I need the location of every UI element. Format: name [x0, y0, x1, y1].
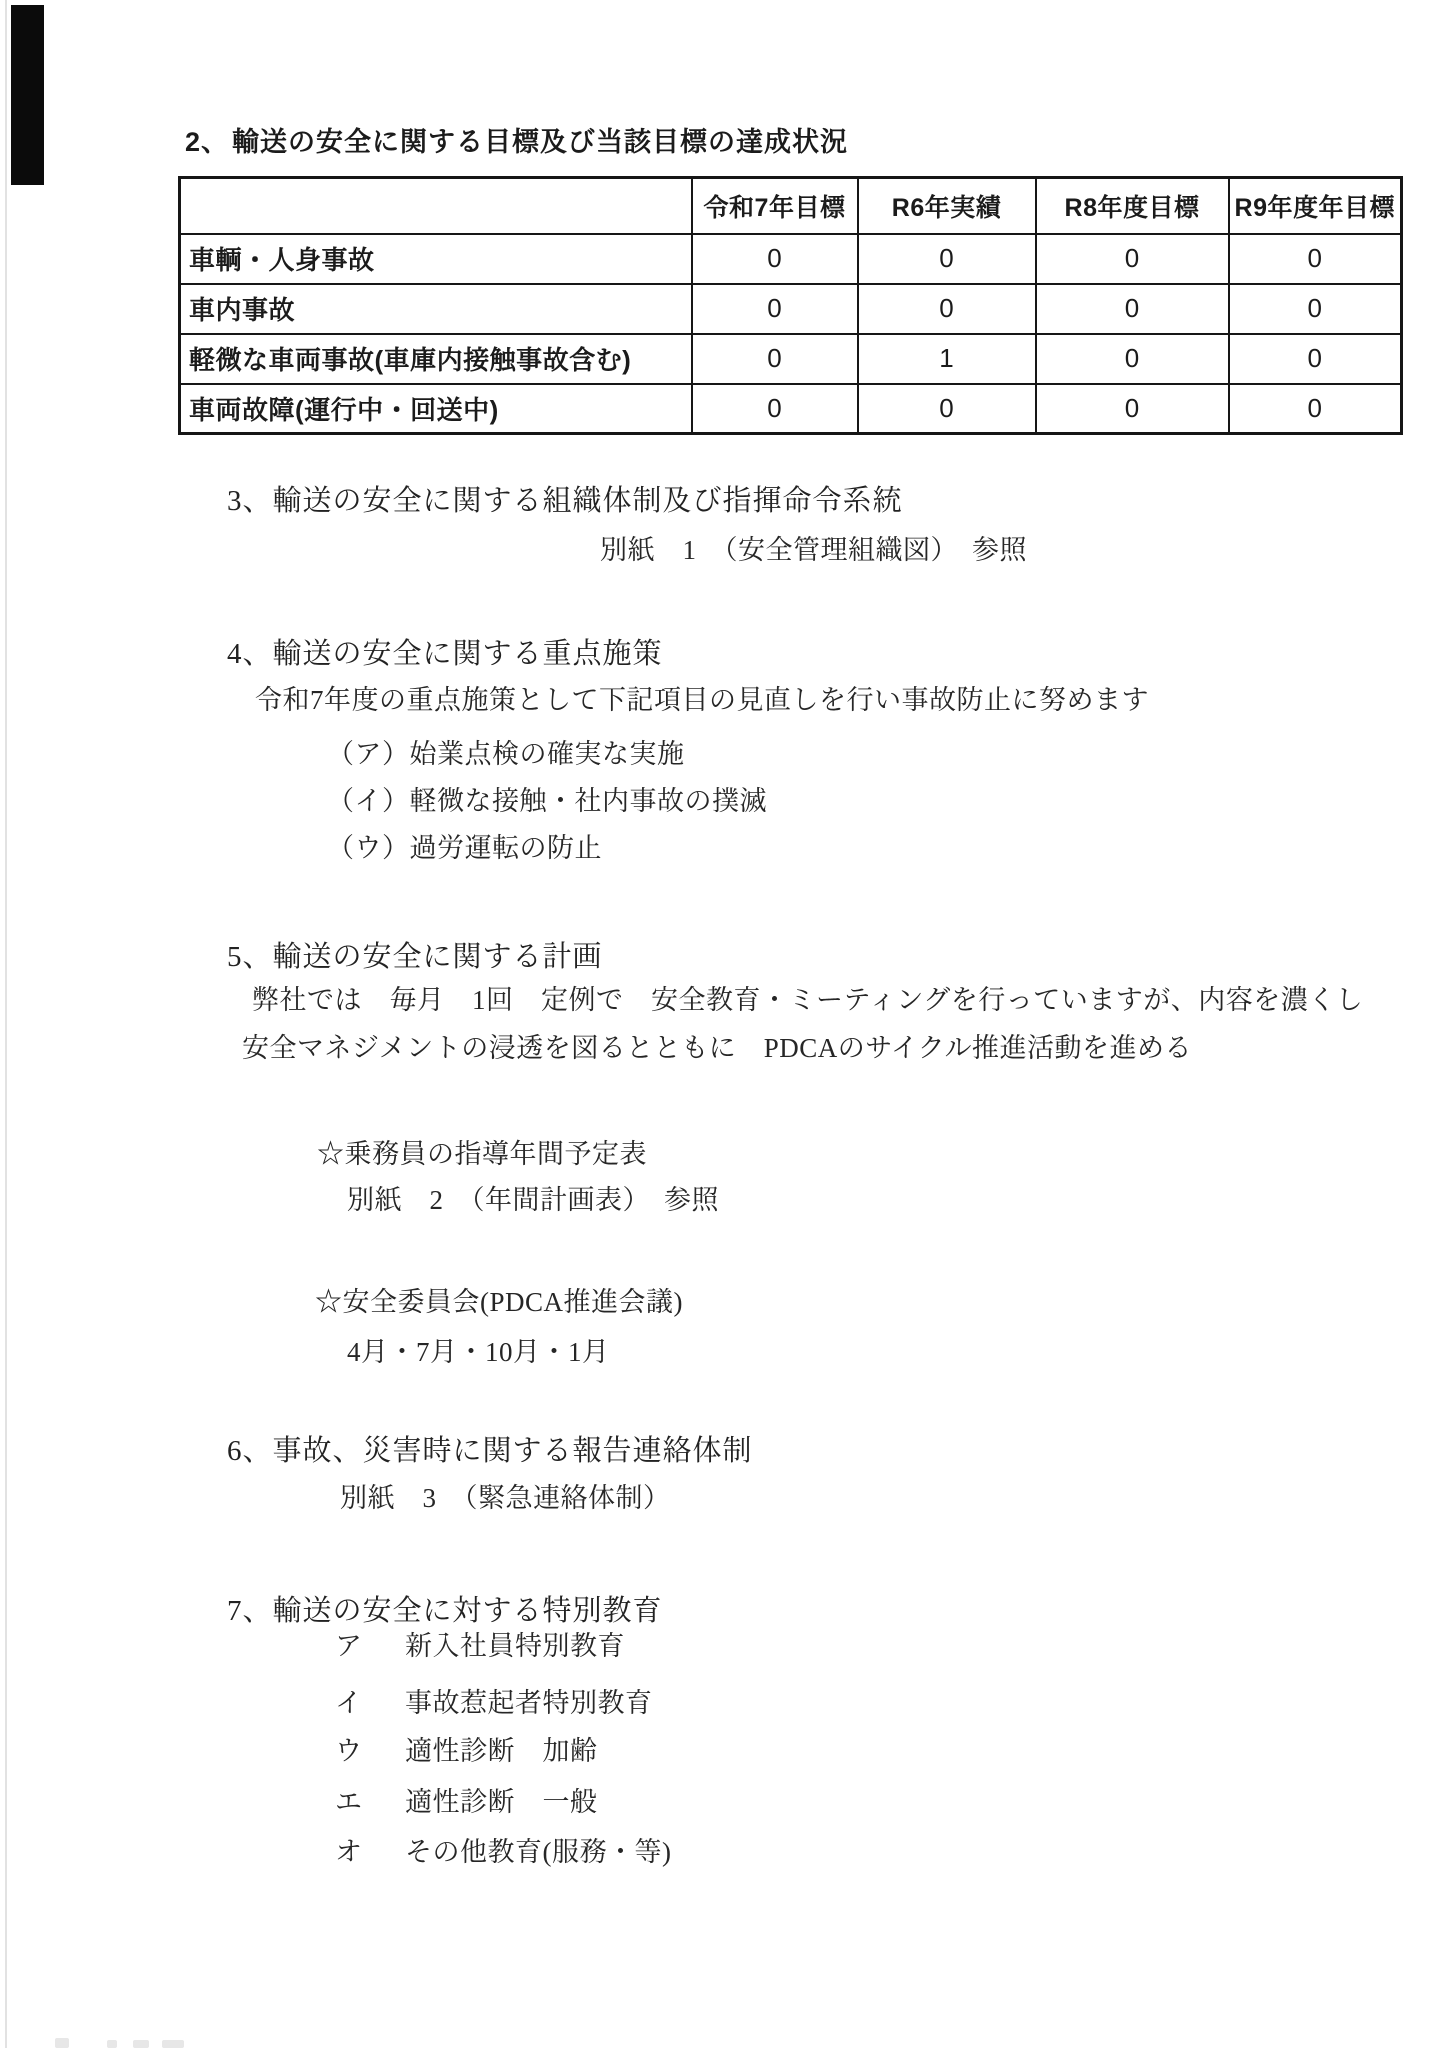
row-value: 0	[692, 334, 858, 384]
row-value: 0	[858, 384, 1036, 434]
item-marker: （イ）	[327, 786, 410, 816]
section5-paragraph-1: 弊社では 毎月 1回 定例で 安全教育・ミーティングを行っていますが、内容を濃くし	[252, 985, 1364, 1015]
scan-artifact-smudge	[133, 2040, 149, 2048]
row-value: 0	[1036, 284, 1229, 334]
row-value: 0	[858, 284, 1036, 334]
table-header-empty	[180, 178, 692, 234]
section5-title: 輸送の安全に関する計画	[272, 941, 603, 973]
row-value: 0	[1229, 334, 1402, 384]
item-marker: （ウ）	[327, 833, 410, 863]
item-marker: エ	[335, 1787, 363, 1817]
table-header-row	[180, 178, 1402, 234]
row-label: 車輌・人身事故	[180, 234, 692, 284]
section5-paragraph-2: 安全マネジメントの浸透を図るとともに PDCAのサイクル推進活動を進める	[242, 1033, 1192, 1063]
scan-artifact-smudge	[55, 2038, 69, 2048]
list-item	[335, 1628, 625, 1664]
list-item	[335, 1784, 598, 1820]
section7-number: 7、	[227, 1595, 273, 1627]
item-text: 新入社員特別教育	[405, 1631, 625, 1661]
row-value: 0	[858, 234, 1036, 284]
section6-heading	[227, 1432, 753, 1470]
list-item	[327, 736, 685, 772]
row-value: 0	[692, 384, 858, 434]
row-value: 1	[858, 334, 1036, 384]
list-item	[335, 1685, 653, 1721]
section2-title: 輸送の安全に関する目標及び当該目標の達成状況	[232, 127, 848, 157]
row-value: 0	[1036, 234, 1229, 284]
section4-lead: 令和7年度の重点施策として下記項目の見直しを行い事故防止に努めます	[255, 685, 1149, 715]
scan-artifact-black-mark	[11, 5, 44, 185]
item-text: 軽微な接触・社内事故の撲滅	[409, 786, 767, 816]
row-value: 0	[1036, 384, 1229, 434]
section4-heading	[227, 635, 663, 673]
item-text: その他教育(服務・等)	[405, 1837, 672, 1867]
table-header-reiwa7: 令和7年目標	[692, 178, 858, 234]
list-item	[327, 783, 767, 819]
section6-number: 6、	[227, 1435, 273, 1467]
item-text: 事故惹起者特別教育	[405, 1688, 653, 1718]
section3-heading	[227, 482, 903, 520]
section6-title: 事故、災害時に関する報告連絡体制	[272, 1435, 753, 1467]
table-row	[180, 384, 1402, 434]
item-text: 過労運転の防止	[409, 833, 602, 863]
item-text: 始業点検の確実な実施	[409, 739, 685, 769]
star-item-schedule: 4月・7月・10月・1月	[347, 1337, 610, 1367]
item-marker: オ	[335, 1837, 363, 1867]
table-row	[180, 334, 1402, 384]
item-marker: ア	[335, 1631, 363, 1661]
section7-title: 輸送の安全に対する特別教育	[272, 1595, 663, 1627]
table-header-r6: R6年実績	[858, 178, 1036, 234]
row-label: 車両故障(運行中・回送中)	[180, 384, 692, 434]
row-value: 0	[1036, 334, 1229, 384]
table-header-r8: R8年度目標	[1036, 178, 1229, 234]
row-value: 0	[1229, 384, 1402, 434]
scan-artifact-smudge	[107, 2040, 117, 2048]
list-item	[335, 1834, 671, 1870]
goals-table	[178, 176, 1403, 435]
section3-reference: 別紙 1 （安全管理組織図） 参照	[600, 535, 1027, 565]
row-label: 軽微な車両事故(車庫内接触事故含む)	[180, 334, 692, 384]
item-marker: イ	[335, 1688, 363, 1718]
item-text: 適性診断 加齢	[405, 1736, 598, 1766]
item-text: 適性診断 一般	[405, 1787, 598, 1817]
table-header-r9: R9年度年目標	[1229, 178, 1402, 234]
goals-table-wrapper	[178, 176, 1403, 435]
section5-heading	[227, 938, 603, 976]
item-marker: （ア）	[327, 739, 410, 769]
row-value: 0	[692, 234, 858, 284]
section5-number: 5、	[227, 941, 273, 973]
item-marker: ウ	[335, 1736, 363, 1766]
section4-title: 輸送の安全に関する重点施策	[272, 638, 663, 670]
star-item-title: ☆安全委員会(PDCA推進会議)	[315, 1287, 684, 1317]
section2-heading	[185, 124, 848, 160]
list-item	[327, 830, 602, 866]
section4-number: 4、	[227, 638, 273, 670]
star-item-reference: 別紙 2 （年間計画表） 参照	[347, 1185, 719, 1215]
row-value: 0	[692, 284, 858, 334]
section7-heading	[227, 1592, 663, 1630]
scan-artifact-smudge	[162, 2040, 184, 2048]
table-row	[180, 284, 1402, 334]
section3-number: 3、	[227, 485, 273, 517]
scan-artifact-edge-line	[5, 0, 7, 2048]
table-row	[180, 234, 1402, 284]
star-item-title: ☆乗務員の指導年間予定表	[317, 1139, 647, 1169]
section6-reference: 別紙 3 （緊急連絡体制）	[340, 1483, 671, 1513]
section3-title: 輸送の安全に関する組織体制及び指揮命令系統	[272, 485, 903, 517]
list-item	[335, 1733, 598, 1769]
row-label: 車内事故	[180, 284, 692, 334]
row-value: 0	[1229, 284, 1402, 334]
row-value: 0	[1229, 234, 1402, 284]
section2-number: 2、	[185, 127, 230, 157]
